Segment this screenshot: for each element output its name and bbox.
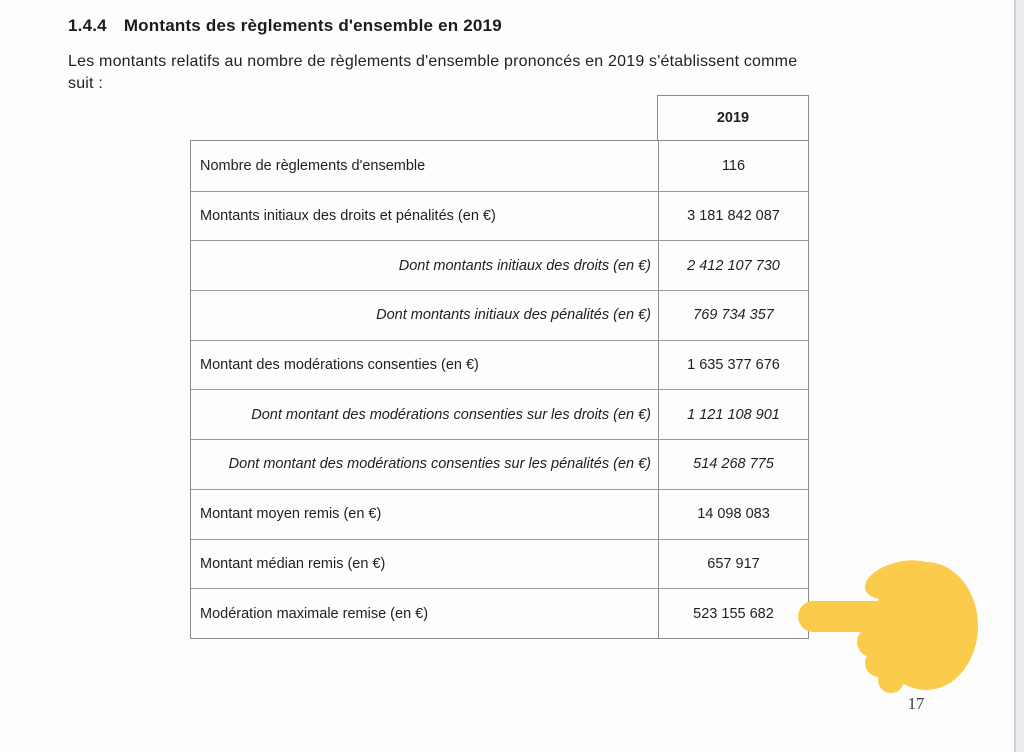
page-number: 17	[907, 694, 925, 713]
table-row	[191, 141, 808, 191]
row-label: Modération maximale remise (en €)	[200, 605, 429, 622]
section-title: Montants des règlements d'ensemble en 2019	[123, 16, 502, 35]
row-label: Dont montant des modérations consenties sur les droits (en €)	[251, 406, 651, 423]
table-body	[190, 140, 809, 639]
table-row	[191, 588, 808, 638]
pointing-hand-left-icon	[798, 556, 978, 696]
intro-paragraph	[68, 51, 948, 95]
table-row	[191, 240, 808, 290]
row-label: Montants initiaux des droits et pénalités (en €)	[200, 208, 496, 225]
row-value: 769 734 357	[658, 291, 808, 340]
row-value: 1 635 377 676	[658, 341, 808, 390]
row-value: 14 098 083	[658, 490, 808, 539]
row-value: 1 121 108 901	[658, 390, 808, 439]
row-label: Montant médian remis (en €)	[200, 555, 386, 572]
row-value: 3 181 842 087	[658, 192, 808, 241]
row-value: 514 268 775	[658, 440, 808, 489]
row-label: Dont montant des modérations consenties sur les pénalités (en €)	[228, 456, 651, 473]
intro-line-2: suit :	[68, 75, 103, 92]
section-heading	[68, 16, 502, 36]
table-row	[191, 489, 808, 539]
table-row	[191, 340, 808, 390]
row-value: 2 412 107 730	[658, 241, 808, 290]
table-row	[191, 439, 808, 489]
row-label: Montant moyen remis (en €)	[200, 506, 382, 523]
table-row	[191, 290, 808, 340]
intro-line-1: Les montants relatifs au nombre de règlements d'ensemble prononcés en 2019 s'établissent comme	[68, 53, 798, 70]
table-row	[191, 389, 808, 439]
table-row	[191, 539, 808, 589]
row-value: 657 917	[658, 540, 808, 589]
row-label: Dont montants initiaux des pénalités (en €)	[376, 307, 651, 324]
row-label: Dont montants initiaux des droits (en €)	[398, 257, 651, 274]
page-edge-strip	[1014, 0, 1024, 752]
section-number: 1.4.4	[68, 16, 107, 35]
row-label: Montant des modérations consenties (en €)	[200, 357, 479, 374]
data-table	[190, 95, 809, 639]
row-value: 523 155 682	[658, 589, 808, 638]
table-row	[191, 191, 808, 241]
row-label: Nombre de règlements d'ensemble	[200, 157, 426, 174]
row-value: 116	[658, 141, 808, 191]
year-column-header: 2019	[657, 95, 809, 141]
